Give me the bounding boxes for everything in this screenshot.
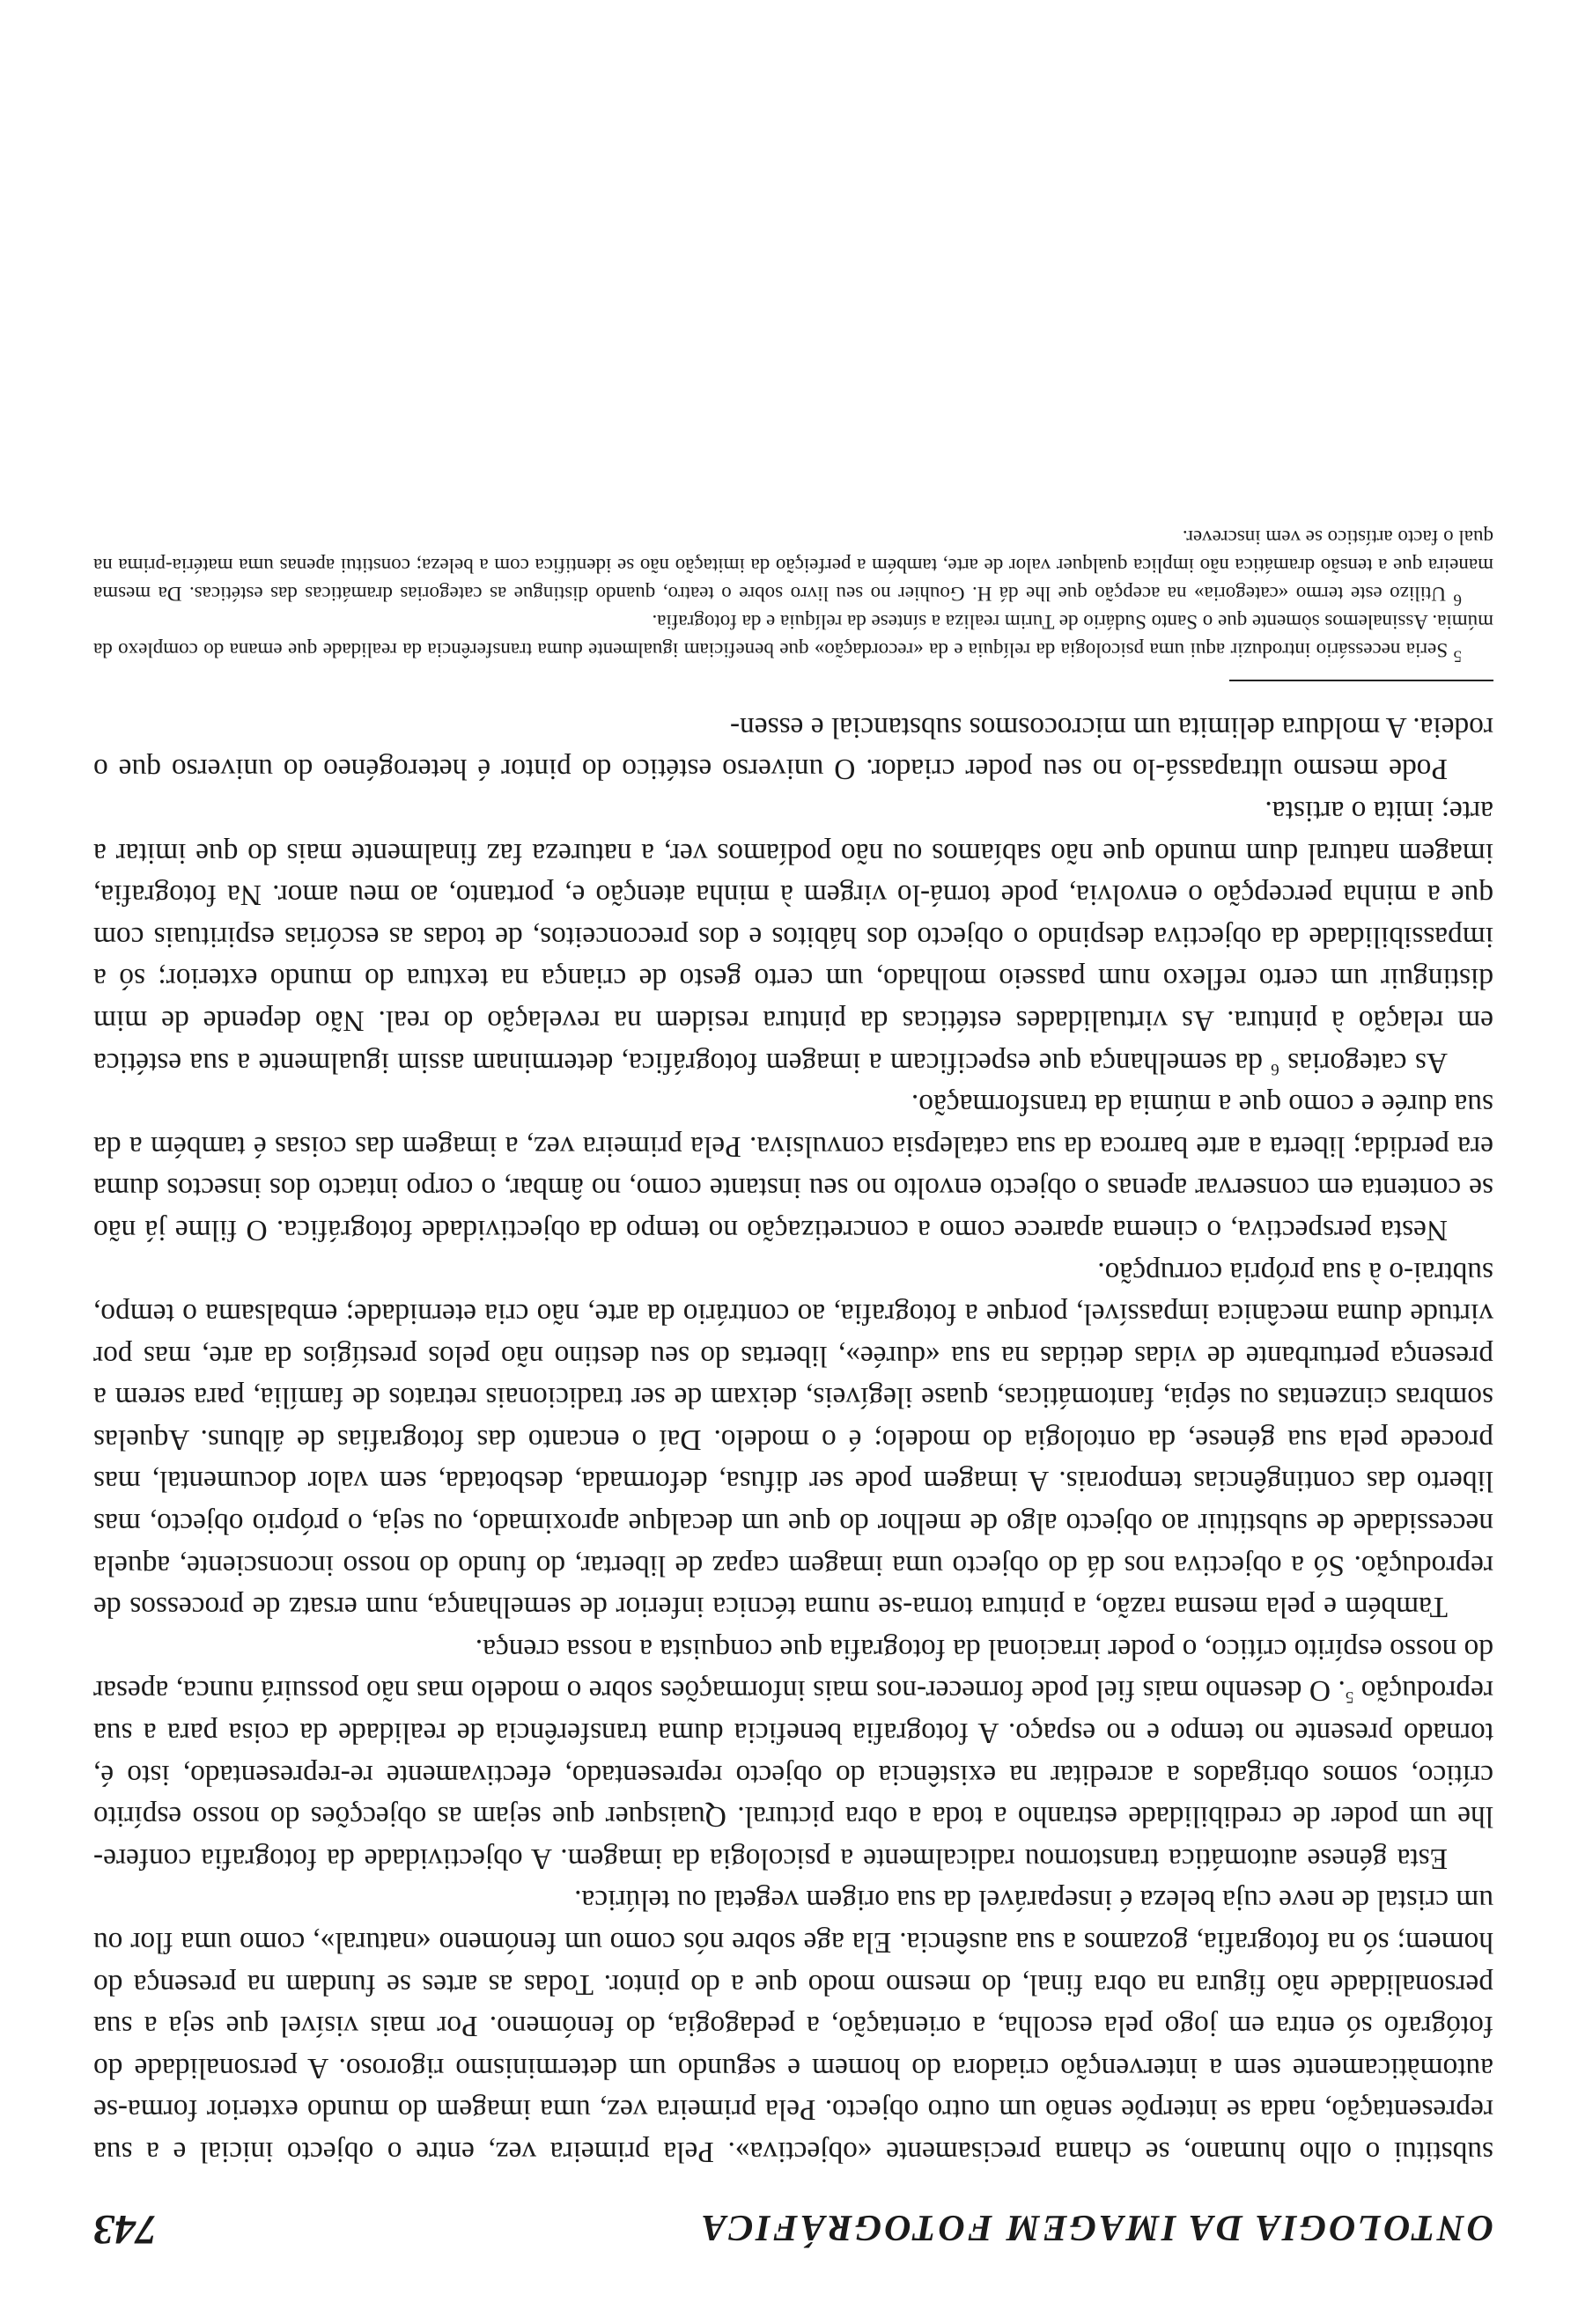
paragraph-3 — [93, 1251, 1493, 1628]
footnote-text: Seria necessário introduzir aqui uma psicologia da relíquia e da «recordação» que beneficiam igualmente duma transferência da realidade que emana do complexo da múmia. Assinalemos sòmente que o Santo Sudário de Turim realiza a síntese da relíquia e da fotografia. — [93, 611, 1493, 662]
paragraph-text-continued: . O desenho mais fiel pode fornecer-nos mais informações sobre o modelo mas não possuirá nunca, apesar do nosso espírito crítico, o poder irracional da fotografia que conquista a nossa crença. — [93, 1632, 1493, 1708]
paragraph-5 — [93, 790, 1493, 1083]
paragraph-text: Pode mesmo ultrapassá-lo no seu poder criador. O universo estético do pintor é heterogéneo do universo que o rodeia. A moldura delimita um microcosmos substancial e essen- — [93, 710, 1493, 786]
paragraph-6 — [93, 706, 1493, 790]
page-content — [93, 523, 1493, 2254]
footnote-ref-6[interactable]: 6 — [1271, 1059, 1279, 1078]
paragraph-text: Esta génese automática transtornou radicalmente a psicologia da imagem. A objectividade da fotografia confere-lhe um poder de credibilidade estranho a toda a obra pictural. Quaisquer que sejam as objecções do nosso espírito crítico, somos obrigados a acreditar na existência do objecto representado, efectivamente re-representado, isto é, tornado presente no tempo e no espaço. A fotografia beneficia duma transferência de realidade da coisa para a sua reprodução — [93, 1674, 1493, 1875]
footnote-text: Utilizo este termo «categoria» na acepção que lhe dá H. Gouhier no seu livro sobre o teatro, quando distingue as categorias dramáticas das estéticas. Da mesma maneira que a tensão dramática não implica qualquer valor de arte, também a perfeição da imitação não se identifica com a beleza; constitui apenas uma matéria-prima na qual o facto artístico se vem inscrever. — [93, 526, 1493, 606]
footnote-marker: 6 — [1453, 590, 1462, 609]
footnote-5 — [93, 607, 1493, 664]
paragraph-1 — [93, 1879, 1493, 2173]
paragraph-text: Nesta perspectiva, o cinema aparece como a concretização no tempo da objectividade fotográfica. O filme já não se contenta em conservar apenas o objecto envolto no seu instante como, no âmbar, o corpo intacto dos insectos duma era perdida; liberta a arte barroca da sua catalepsia convulsiva. Pela primeira vez, a imagem das coisas é também a da sua durée e como que a múmia da transformação. — [93, 1088, 1493, 1247]
page-number: 743 — [93, 2206, 157, 2253]
paragraph-text: Também e pela mesma razão, a pintura torna-se numa técnica inferior de semelhança, num ersatz de processos de reprodução. Só a objectiva nos dá do objecto uma imagem capaz de libertar, do fundo do nosso inconsciente, aquela necessidade de substituir ao objecto algo de melhor do que um decalque aproximado, ou seja, o próprio objecto, mas liberto das contingências temporais. A imagem pode ser difusa, deformada, desbotada, sem valor documental, mas procede pela sua génese, da ontologia do modelo; é o modelo. Daí o encanto das fotografias de álbuns. Aquelas sombras cinzentas ou sépia, fantomáticas, quase ilegíveis, deixam de ser tradicionais retratos de família, para serem a presença perturbante de vidas detidas na sua «durée», libertas do seu destino não pelos prestígios da arte, mas por virtude duma mecânica impassível, porque a fotografia, ao contrário da arte, não cria eternidade; embalsama o tempo, subtrai-o à sua própria corrupção. — [93, 1255, 1493, 1624]
running-head — [93, 2192, 1493, 2254]
footnotes — [93, 523, 1493, 664]
running-title: ONTOLOGIA DA IMAGEM FOTOGRÁFICA — [698, 2207, 1493, 2247]
footnote-marker: 5 — [1453, 646, 1462, 666]
paragraph-4 — [93, 1084, 1493, 1251]
footnote-ref-5[interactable]: 5 — [1345, 1688, 1354, 1707]
paragraph-text: substitui o olho humano, se chama precisamente «objectiva». Pela primeira vez, entre o objecto inicial e a sua representação, nada se interpõe senão um outro objecto. Pela primeira vez, uma imagem do mundo exterior forma-se automàticamente sem a intervenção criadora do homem e segundo um determinismo rigoroso. A personalidade do fotógrafo só entra em jogo pela escolha, a orientação, a pedagogia, do fenómeno. Por mais visível que seja a sua personalidade não figura na obra final, do mesmo modo que a do pintor. Todas as artes se fundam na presença do homem; só na fotografia, gozamos a sua ausência. Ela age sobre nós como um fenómeno «natural», como uma flor ou um cristal de neve cuja beleza é inseparável da sua origem vegetal ou telúrica. — [93, 1884, 1493, 2168]
body-text — [93, 706, 1493, 2173]
footnote-divider — [1229, 680, 1493, 681]
paragraph-2 — [93, 1628, 1493, 1879]
paragraph-text-continued: da semelhança que especificam a imagem fotográfica, determinam assim igualmente a sua estética em relação à pintura. As virtualidades estéticas da pintura residem na revelação do real. Não depende de mim distinguir um certo reflexo num passeio molhado, um certo gesto de criança na textura do mundo exterior; só a impassibilidade da objectiva despindo o objecto dos hábitos e dos preconceitos, de todas as escórias espirituais com que a minha percepção o envolvia, pode torná-lo virgem à minha atenção e, portanto, ao meu amor. Na fotografia, imagem natural dum mundo que não sabíamos ou não podíamos ver, a natureza faz finalmente mais do que imitar a arte; imita o artista. — [92, 795, 1493, 1079]
paragraph-text: As categorias — [1287, 1046, 1448, 1079]
footnote-6 — [93, 523, 1493, 607]
